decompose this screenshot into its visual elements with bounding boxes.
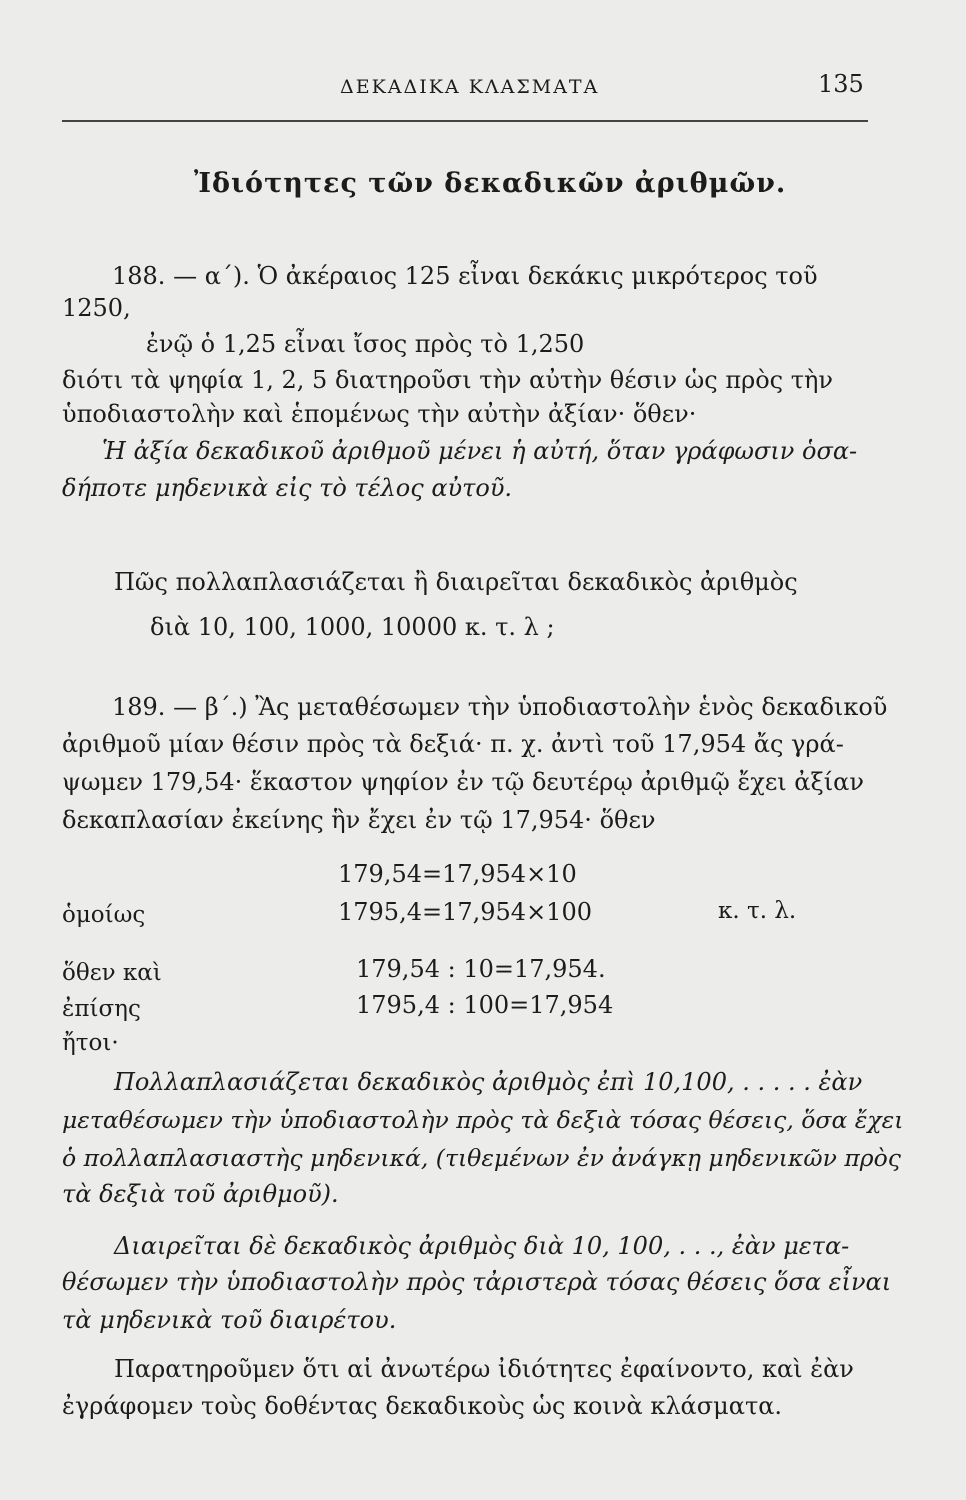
label-similarly: ὁμοίως — [62, 902, 146, 928]
rule-div-line1: Διαιρεῖται δὲ δεκαδικὸς ἀριθμὸς διὰ 10, 100, . . ., ἐὰν μετα- — [114, 1232, 850, 1260]
rule-div-line3: τὰ μηδενικὰ τοῦ διαιρέτου. — [62, 1306, 397, 1334]
rule-statement-line2: δήποτε μηδενικὰ εἰς τὸ τέλος αὐτοῦ. — [62, 474, 513, 502]
label-also: ἐπίσης — [62, 996, 141, 1022]
remark-line2: ἐγράφομεν τοὺς δοθέντας δεκαδικοὺς ὡς κοινὰ κλάσματα. — [62, 1392, 783, 1420]
question-line2: διὰ 10, 100, 1000, 10000 κ. τ. λ ; — [150, 613, 555, 641]
rule-mult-line3: ὁ πολλαπλασιαστὴς μηδενικά, (τιθεμένων ἐν ἀνάγκῃ μηδενικῶν πρὸς — [62, 1144, 901, 1172]
equation-4: 1795,4 : 100=17,954 — [356, 991, 614, 1019]
para188-line5: ὑποδιαστολὴν καὶ ἑπομένως τὴν αὐτὴν ἀξίαν· ὅθεν· — [62, 400, 697, 428]
running-header: ΔΕΚΑΔΙΚΑ ΚΛΑΣΜΑΤΑ — [340, 76, 600, 98]
para189-line1: 189. — β΄.) Ἂς μεταθέσωμεν τὴν ὑποδιαστολὴν ἑνὸς δεκαδικοῦ — [112, 693, 888, 721]
rule-mult-line2: μεταθέσωμεν τὴν ὑποδιαστολὴν πρὸς τὰ δεξιὰ τόσας θέσεις, ὅσα ἔχει — [62, 1106, 904, 1134]
equation-3: 179,54 : 10=17,954. — [356, 955, 606, 983]
para188-line4: διότι τὰ ψηφία 1, 2, 5 διατηροῦσι τὴν αὐτὴν θέσιν ὡς πρὸς τὴν — [62, 366, 833, 394]
label-that-is: ἤτοι· — [62, 1030, 119, 1056]
equation-1: 179,54=17,954×10 — [338, 860, 577, 888]
para189-line3: ψωμεν 179,54· ἕκαστον ψηφίον ἐν τῷ δευτέρῳ ἀριθμῷ ἔχει ἀξίαν — [62, 768, 864, 796]
label-hence: ὅθεν καὶ — [62, 960, 162, 986]
remark-line1: Παρατηροῦμεν ὅτι αἱ ἀνωτέρω ἰδιότητες ἐφαίνοντο, καὶ ἐὰν — [114, 1355, 854, 1383]
rule-mult-line1: Πολλαπλασιάζεται δεκαδικὸς ἀριθμὸς ἐπὶ 10,100, . . . . . ἐὰν — [114, 1068, 863, 1096]
section-title: Ἰδιότητες τῶν δεκαδικῶν ἀριθμῶν. — [194, 168, 787, 199]
rule-div-line2: θέσωμεν τὴν ὑποδιαστολὴν πρὸς τἀριστερὰ τόσας θέσεις ὅσα εἶναι — [62, 1268, 892, 1296]
header-rule — [62, 120, 868, 122]
para188-line3: ἐνῷ ὁ 1,25 εἶναι ἴσος πρὸς τὸ 1,250 — [146, 330, 585, 358]
page-number: 135 — [818, 70, 864, 98]
para189-line2: ἀριθμοῦ μίαν θέσιν πρὸς τὰ δεξιά· π. χ. ἀντὶ τοῦ 17,954 ἄς γρά- — [62, 730, 844, 758]
etc-label: κ. τ. λ. — [718, 898, 797, 924]
para189-line4: δεκαπλασίαν ἐκείνης ἣν ἔχει ἐν τῷ 17,954· ὅθεν — [62, 806, 656, 834]
rule-statement-line1: Ἡ ἀξία δεκαδικοῦ ἀριθμοῦ μένει ἡ αὐτή, ὅταν γράφωσιν ὁσα- — [102, 437, 858, 465]
equation-2: 1795,4=17,954×100 — [338, 898, 592, 926]
para188-line2: 1250, — [62, 294, 131, 322]
rule-mult-line4: τὰ δεξιὰ τοῦ ἀριθμοῦ). — [62, 1180, 339, 1208]
para188-line1: 188. — α΄). Ὁ ἀκέραιος 125 εἶναι δεκάκις μικρότερος τοῦ — [112, 262, 818, 290]
question-line1: Πῶς πολλαπλασιάζεται ἢ διαιρεῖται δεκαδικὸς ἀριθμὸς — [114, 568, 798, 596]
